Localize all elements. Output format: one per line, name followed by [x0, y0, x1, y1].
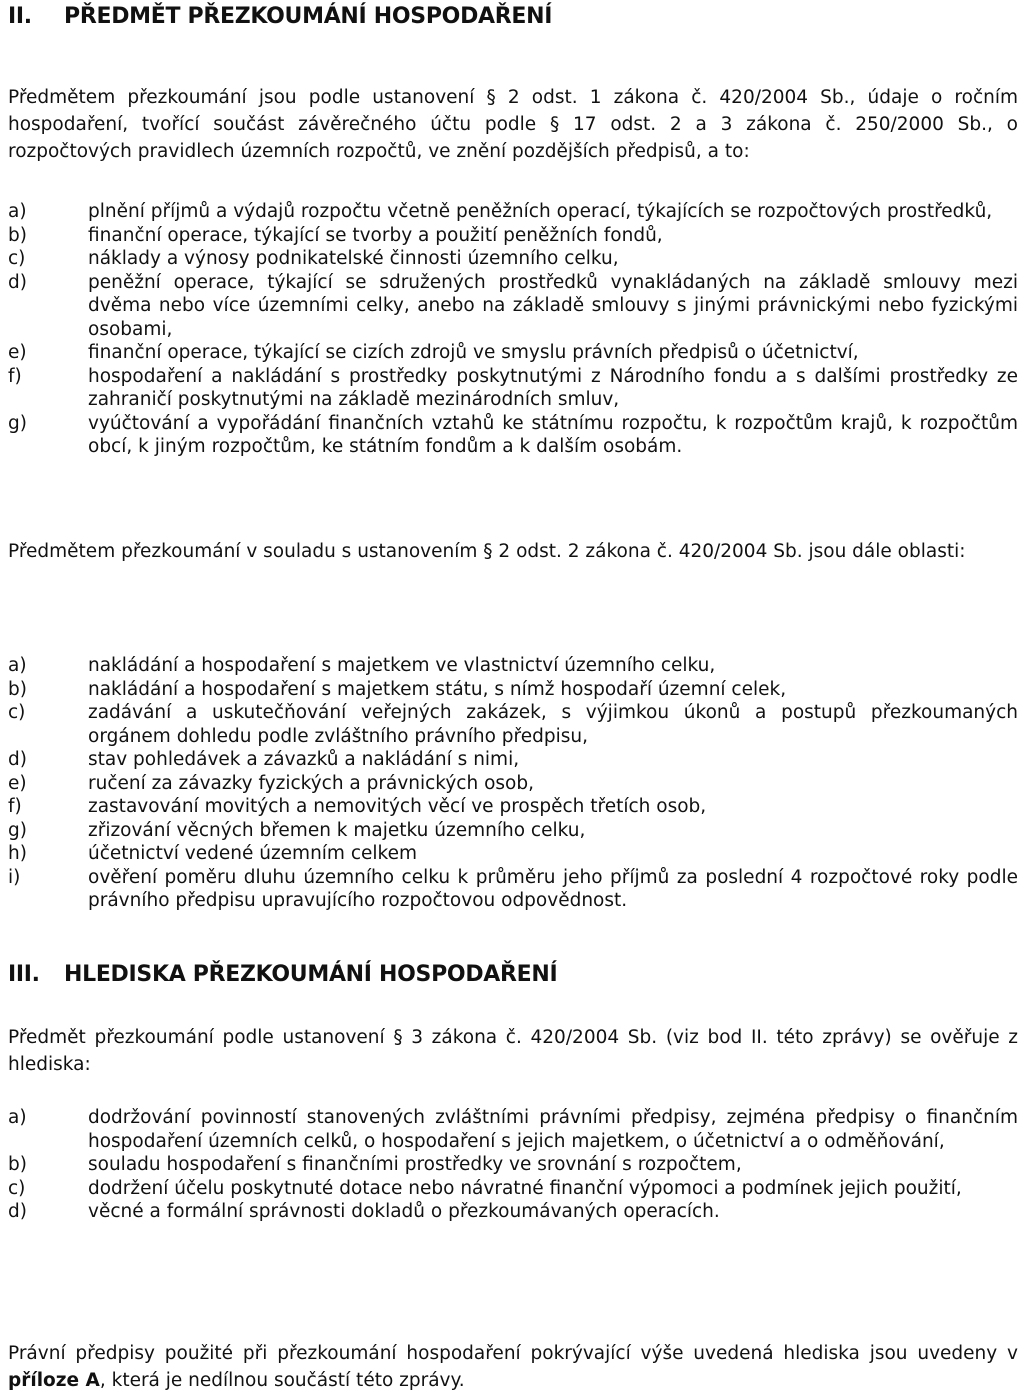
list-item [8, 412, 1018, 459]
section-2-heading [8, 4, 552, 29]
list-item-marker: b) [8, 678, 27, 700]
closing-text-before: Právní předpisy použité při přezkoumání hospodaření pokrývající výše uvedená hlediska jsou uvedeny v [8, 1343, 1018, 1364]
list-item-marker: c) [8, 248, 26, 269]
list-item-text: ověření poměru dluhu územního celku k průměru jeho příjmů za poslední 4 rozpočtové roky podle právního předpisu upravujícího rozpočtovou odpovědnost. [88, 866, 1018, 911]
section-3-heading [8, 962, 557, 987]
list-item [8, 701, 1018, 748]
list-item [8, 1153, 1018, 1177]
list-item-text: hospodaření a nakládání s prostředky poskytnutými z Národního fondu a s dalšími prostředky ze zahraničí poskytnutými na základě mezinárodních smluv, [88, 365, 1018, 410]
section-3-number: III. [8, 962, 40, 987]
list-item-marker: b) [8, 1154, 27, 1175]
list-item-text: věcné a formální správnosti dokladů o přezkoumávaných operacích. [88, 1201, 720, 1222]
list-item [8, 1106, 1018, 1153]
list-item-marker: i) [8, 866, 21, 888]
list-item-text: zřizování věcných břemen k majetku územního celku, [88, 819, 586, 841]
list-item [8, 842, 1018, 866]
list-item-text: finanční operace, týkající se cizích zdrojů ve smyslu právních předpisů o účetnictví, [88, 342, 859, 363]
section-2-intro: Předmětem přezkoumání jsou podle ustanovení § 2 odst. 1 zákona č. 420/2004 Sb., údaje o ročním hospodaření, tvořící součást závěrečného účtu podle § 17 odst. 2 a 3 zákona č. 250/2000 Sb., o rozpočtových pravidlech územních rozpočtů, ve znění pozdějších předpisů, a to: [8, 87, 1018, 162]
list-item-marker: g) [8, 412, 27, 434]
list-item-text: zadávání a uskutečňování veřejných zakázek, s výjimkou úkonů a postupů přezkoumaných orgánem dohledu podle zvláštního právního předpisu, [88, 702, 1018, 747]
list-item-marker: c) [8, 702, 26, 723]
list-item [8, 224, 1018, 248]
list-item [8, 341, 1018, 365]
list-item [8, 748, 1018, 772]
list-item-marker: e) [8, 772, 27, 794]
list-item-text: souladu hospodaření s finančními prostředky ve srovnání s rozpočtem, [88, 1154, 742, 1175]
list-item-marker: d) [8, 271, 27, 293]
list-item-marker: a) [8, 201, 27, 222]
list-item-marker: c) [8, 1177, 26, 1199]
list-item [8, 866, 1018, 913]
list-item-text: vyúčtování a vypořádání finančních vztahů ke státnímu rozpočtu, k rozpočtům krajů, k rozpočtům obcí, k jiným rozpočtům, ke státním fondům a k dalším osobám. [88, 412, 1018, 457]
section-3-list [8, 1106, 1018, 1224]
list-item [8, 1200, 1018, 1224]
list-item-text: stav pohledávek a závazků a nakládání s nimi, [88, 749, 520, 770]
list-item-marker: a) [8, 655, 27, 676]
section-3-title: HLEDISKA PŘEZKOUMÁNÍ HOSPODAŘENÍ [64, 962, 558, 987]
list-item-text: nakládání a hospodaření s majetkem ve vlastnictví územního celku, [88, 655, 716, 676]
list-item [8, 678, 1018, 702]
list-item-marker: e) [8, 342, 27, 363]
section-2-intro-2: Předmětem přezkoumání v souladu s ustanovením § 2 odst. 2 zákona č. 420/2004 Sb. jsou dále oblasti: [8, 541, 966, 562]
list-item-text: plnění příjmů a výdajů rozpočtu včetně peněžních operací, týkajících se rozpočtových prostředků, [88, 201, 993, 222]
list-item [8, 654, 1018, 678]
list-item-text: nakládání a hospodaření s majetkem státu, s nímž hospodaří územní celek, [88, 678, 787, 700]
list-item [8, 247, 1018, 271]
list-item-text: náklady a výnosy podnikatelské činnosti územního celku, [88, 248, 619, 269]
list-item [8, 795, 1018, 819]
section-3-intro: Předmět přezkoumání podle ustanovení § 3 zákona č. 420/2004 Sb. (viz bod II. této zprávy) se ověřuje z hlediska: [8, 1027, 1018, 1075]
list-item-text: dodržení účelu poskytnuté dotace nebo návratné finanční výpomoci a podmínek jejich použití, [88, 1177, 962, 1199]
list-item-marker: d) [8, 749, 27, 770]
list-item-text: peněžní operace, týkající se sdružených prostředků vynakládaných na základě smlouvy mezi dvěma nebo více územními celky, anebo na základě smlouvy s jinými právnickými nebo fyzickými osobami, [88, 271, 1018, 340]
section-3-closing [8, 1340, 1018, 1394]
closing-text-after: , která je nedílnou součástí této zprávy. [99, 1370, 465, 1391]
list-item [8, 819, 1018, 843]
list-item [8, 772, 1018, 796]
closing-annex-reference: příloze A [8, 1370, 100, 1391]
list-item-marker: d) [8, 1201, 27, 1222]
list-item [8, 200, 1018, 224]
section-2-title: PŘEDMĚT PŘEZKOUMÁNÍ HOSPODAŘENÍ [64, 4, 553, 29]
list-item [8, 271, 1018, 342]
list-item [8, 1177, 1018, 1201]
list-item-marker: h) [8, 843, 27, 864]
list-item-marker: b) [8, 224, 27, 246]
list-item-text: účetnictví vedené územním celkem [88, 843, 417, 864]
list-item-marker: f) [8, 796, 22, 817]
list-item-text: dodržování povinností stanovených zvláštními právními předpisy, zejména předpisy o finančním hospodaření územních celků, o hospodaření s jejich majetkem, o účetnictví a o odměňování, [88, 1107, 1018, 1152]
list-item [8, 365, 1018, 412]
section-2-list [8, 200, 1018, 459]
section-2-number: II. [8, 4, 32, 29]
list-item-marker: a) [8, 1107, 27, 1128]
list-item-text: ručení za závazky fyzických a právnických osob, [88, 772, 534, 794]
section-2-list-2 [8, 654, 1018, 913]
list-item-marker: f) [8, 365, 22, 387]
list-item-marker: g) [8, 819, 27, 841]
list-item-text: finanční operace, týkající se tvorby a použití peněžních fondů, [88, 224, 663, 246]
list-item-text: zastavování movitých a nemovitých věcí ve prospěch třetích osob, [88, 796, 707, 817]
